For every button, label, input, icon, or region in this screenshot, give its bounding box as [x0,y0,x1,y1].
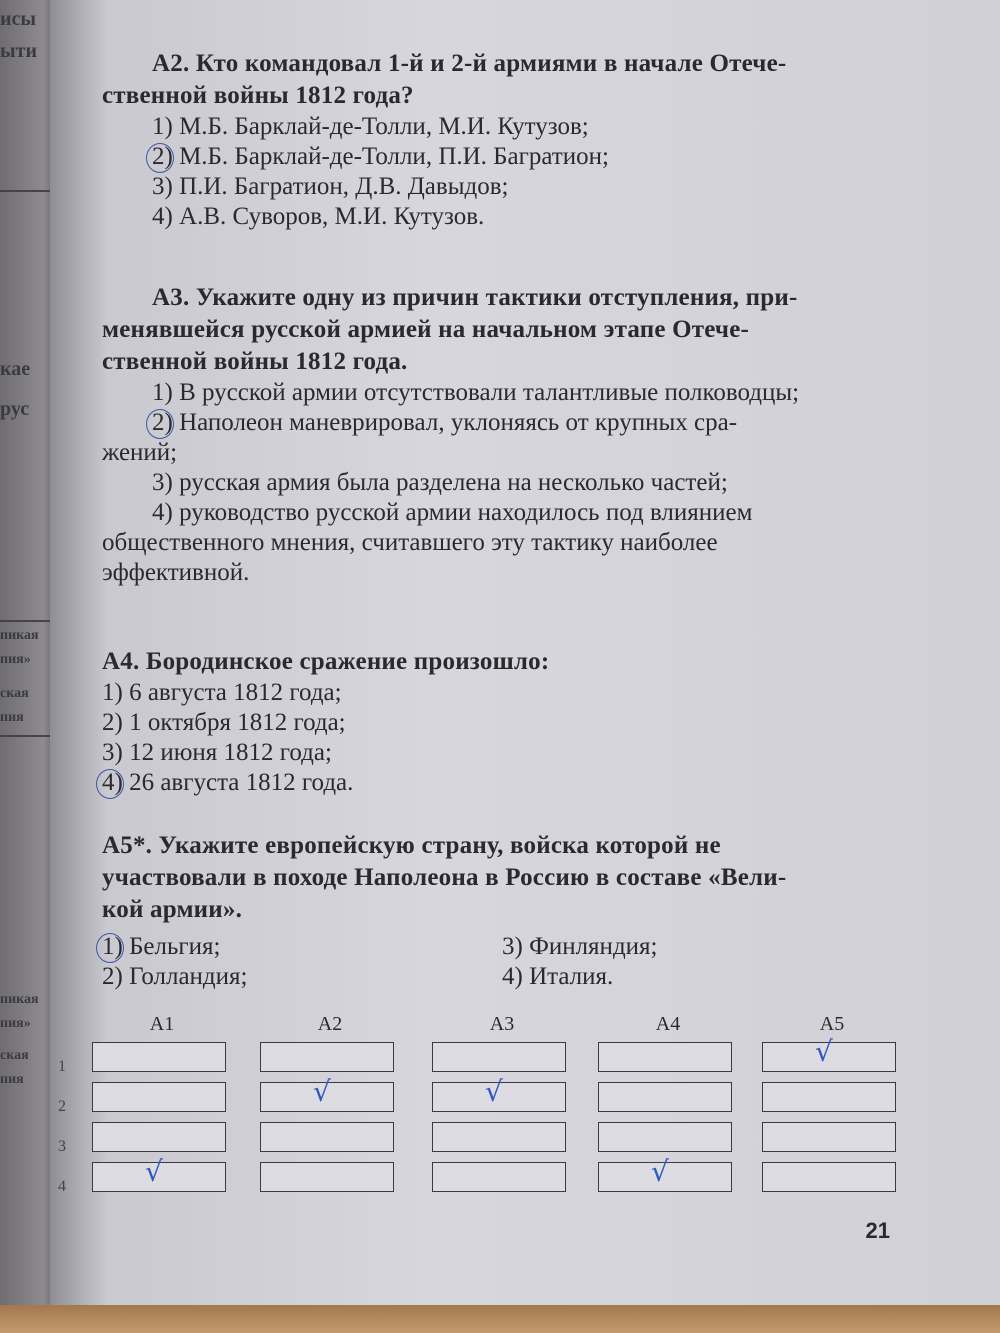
answer-box[interactable] [432,1162,566,1192]
answer-box-checked[interactable] [432,1075,566,1112]
question-title [102,830,962,926]
grid-header: А1 [149,1013,175,1035]
question-title-line: А5*. Укажите европейскую страну, войска которой не [102,832,721,859]
answer-box[interactable] [762,1122,896,1152]
adjacent-page-text: пия [0,710,24,725]
answer-option-continuation: жений; [102,439,178,466]
adjacent-page-text: пия» [0,652,31,667]
answer-option[interactable]: 2) Голландия; [102,963,248,990]
check-mark-icon: √ [313,1075,331,1108]
question-title-line: менявшейся русской армией на начальном этапе Отече- [102,316,750,343]
grid-header: А4 [655,1013,681,1035]
answer-option[interactable]: 1) В русской армии отсутствовали талантливые полководцы; [152,379,800,406]
answer-box[interactable] [432,1122,566,1152]
adjacent-page-text: ская [0,1048,29,1063]
row-label: 4 [58,1178,66,1195]
adjacent-page-text: исы [0,8,37,30]
answer-option-label: 2) Наполеон маневрировал, уклоняясь от крупных сра- [152,409,738,436]
pen-circle-mark [146,409,174,439]
check-mark-icon: √ [815,1035,833,1068]
adjacent-page-text: пия» [0,1016,31,1031]
row-label: 1 [58,1058,66,1075]
grid-header: А2 [317,1013,343,1035]
answer-option[interactable]: 3) русская армия была разделена на несколько частей; [152,469,728,496]
adjacent-page-text: пикая [0,628,39,643]
answer-option-continuation: эффективной. [102,559,250,586]
answer-box[interactable] [260,1122,394,1152]
answer-option[interactable]: 3) Финляндия; [502,933,658,960]
answer-box[interactable] [598,1042,732,1072]
answer-box[interactable] [762,1162,896,1192]
answer-option-label: 4) 26 августа 1812 года. [102,769,354,796]
pen-circle-mark [96,933,124,963]
question-a5 [102,830,962,992]
question-title-line: ственной войны 1812 года? [102,82,414,109]
check-mark-icon: √ [145,1155,163,1188]
question-title-line: кой армии». [102,896,243,923]
answer-box[interactable] [92,1122,226,1152]
answer-option[interactable]: 3) П.И. Багратион, Д.В. Давыдов; [152,173,509,200]
answer-box-checked[interactable] [598,1155,732,1192]
answer-option-selected[interactable] [102,932,502,962]
answer-option[interactable]: 4) Италия. [502,963,614,990]
question-a4 [102,646,962,798]
adjacent-page-text: кае [0,358,31,380]
answer-option-selected[interactable] [102,768,962,798]
answer-options-grid [102,932,962,992]
answer-option-selected[interactable] [102,142,962,172]
answer-column [102,932,502,992]
answer-option-label: 1) Бельгия; [102,933,221,960]
grid-column-a4 [598,1010,738,1202]
answer-grid [50,1010,1000,1210]
answer-box[interactable] [432,1042,566,1072]
check-mark-icon: √ [485,1075,503,1108]
adjacent-page-text: пия [0,1072,24,1087]
answer-box[interactable] [260,1042,394,1072]
grid-column-a1 [92,1010,232,1202]
answer-option-label: 2) М.Б. Барклай-де-Толли, П.И. Багратион; [152,143,609,170]
answer-option-continuation: общественного мнения, считавшего эту тактику наиболее [102,529,718,556]
grid-column-a3 [432,1010,572,1202]
answer-option[interactable]: 1) М.Б. Барклай-де-Толли, М.И. Кутузов; [152,113,589,140]
pen-circle-mark [96,769,124,799]
answer-box-checked[interactable] [260,1075,394,1112]
adjacent-page-text: ская [0,686,29,701]
question-title-line: А2. Кто командовал 1-й и 2-й армиями в начале Отече- [152,50,787,77]
answer-box[interactable] [598,1122,732,1152]
answer-box[interactable] [92,1082,226,1112]
check-mark-icon: √ [651,1155,669,1188]
grid-header: А5 [819,1013,845,1035]
answer-box[interactable] [762,1082,896,1112]
adjacent-page-text: рус [0,398,30,420]
answer-option[interactable]: 4) А.В. Суворов, М.И. Кутузов. [152,203,485,230]
row-label: 3 [58,1138,66,1155]
grid-column-a5 [762,1010,902,1202]
question-title-line: А4. Бородинское сражение произошло: [102,648,550,675]
question-title-line: ственной войны 1812 года. [102,348,408,375]
workbook-page [50,0,1000,1310]
question-a2 [102,48,962,232]
page-number: 21 [865,1218,890,1243]
question-title-line: участвовали в походе Наполеона в Россию в составе «Вели- [102,864,787,891]
adjacent-page-text: пикая [0,992,39,1007]
question-title-line: А3. Укажите одну из причин тактики отступления, при- [152,284,798,311]
desk-surface [0,1305,1000,1333]
grid-column-a2 [260,1010,400,1202]
answer-option[interactable]: 1) 6 августа 1812 года; [102,679,342,706]
answer-option-selected[interactable] [102,408,962,438]
pen-circle-mark [146,143,174,173]
answer-option[interactable]: 2) 1 октября 1812 года; [102,709,346,736]
answer-option[interactable]: 4) руководство русской армии находилось под влиянием [152,499,753,526]
question-title [102,48,962,112]
answer-box[interactable] [260,1162,394,1192]
answer-option[interactable]: 3) 12 июня 1812 года; [102,739,332,766]
row-label: 2 [58,1098,66,1115]
adjacent-page-text: ыти [0,40,37,62]
question-title [102,282,962,378]
answer-box-checked[interactable] [762,1035,896,1072]
grid-header: А3 [489,1013,515,1035]
question-title [102,646,962,678]
answer-column [502,932,902,992]
answer-box[interactable] [92,1042,226,1072]
answer-box[interactable] [598,1082,732,1112]
answer-box-checked[interactable] [92,1155,226,1192]
question-a3 [102,282,962,588]
